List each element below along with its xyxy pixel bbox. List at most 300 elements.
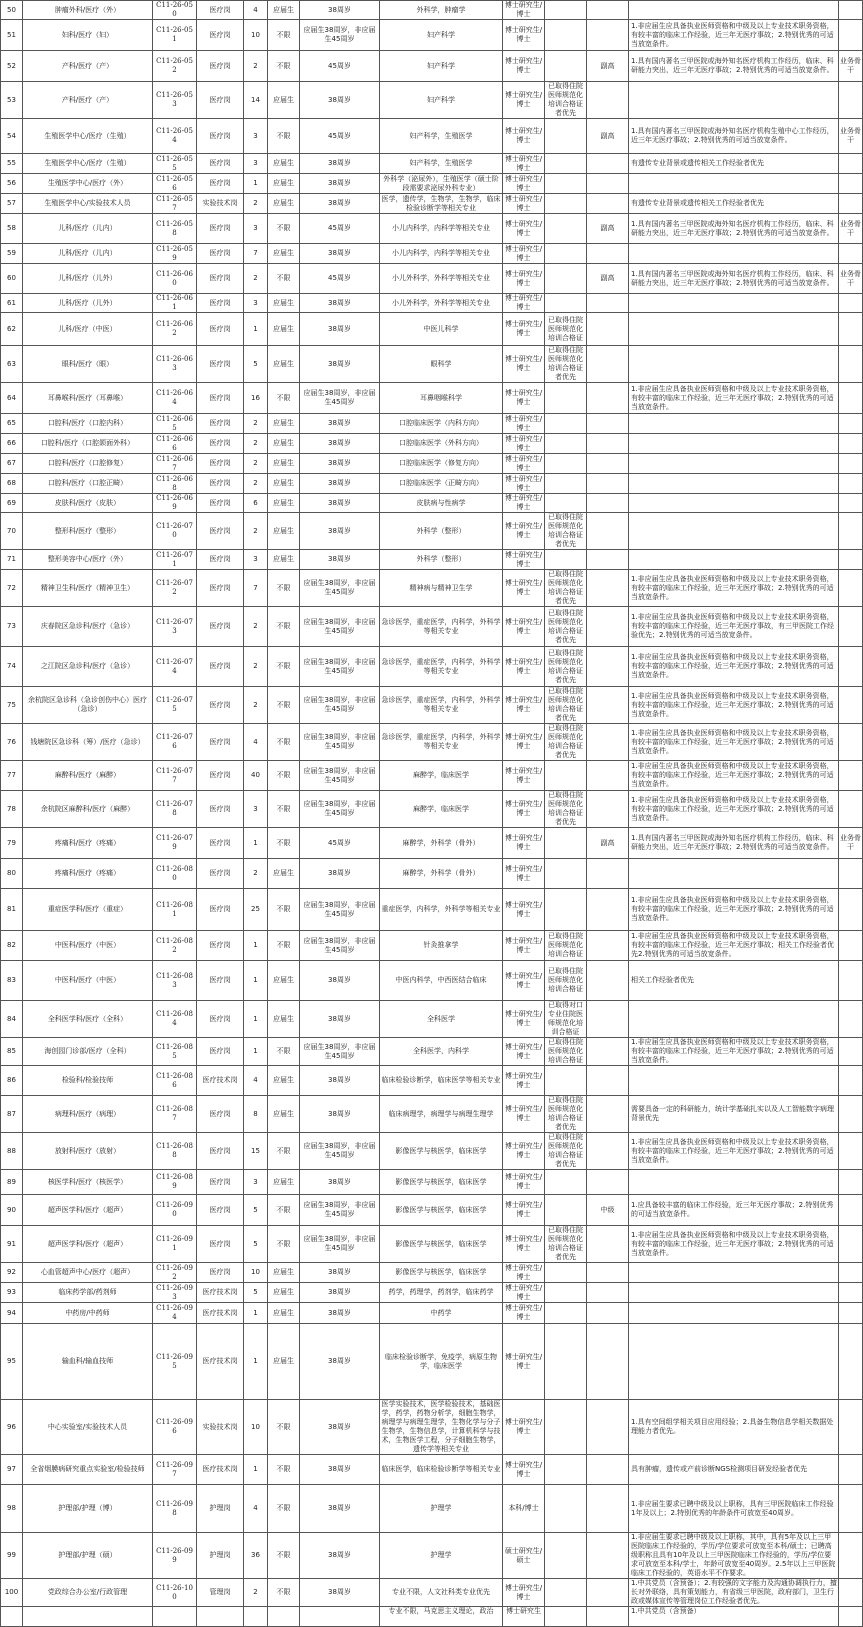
other-requirements-cell: 1.非应届生应具备执业医师资格和中级及以上专业技术职务资格，有较丰富的临床工作经验，近三年无医疗事故；2.特别优秀的可适当放宽条件。 bbox=[629, 889, 839, 931]
education-requirement-cell: 博士研究生/博士 bbox=[503, 931, 545, 961]
row-number-cell: 54 bbox=[1, 119, 23, 154]
candidate-source-cell: 不限 bbox=[268, 20, 300, 51]
headcount-cell: 10 bbox=[244, 1400, 268, 1455]
qualification-cell bbox=[545, 1455, 587, 1485]
department-position-cell: 儿科/医疗（儿内） bbox=[23, 214, 153, 244]
position-type-cell: 管理岗 bbox=[197, 1579, 244, 1607]
major-requirement-cell: 耳鼻咽喉科学 bbox=[380, 383, 503, 414]
other-requirements-cell bbox=[629, 434, 839, 454]
position-code-cell: C11-26-070 bbox=[153, 513, 197, 550]
headcount-cell: 1 bbox=[244, 1303, 268, 1324]
remark-cell bbox=[839, 494, 863, 513]
table-row bbox=[1, 82, 863, 119]
other-requirements-cell: 需要具备一定的科研能力，统计学基础扎实以及人工智能数字病理背景优先 bbox=[629, 1096, 839, 1133]
candidate-source-cell: 不限 bbox=[268, 607, 300, 647]
position-code-cell: C11-26-078 bbox=[153, 791, 197, 828]
position-code-cell: C11-26-057 bbox=[153, 194, 197, 214]
other-requirements-cell: 1.非应届生应具备执业医师资格和中级及以上专业技术职务资格，有较丰富的临床工作经验，近三年无医疗事故；2.特别优秀的可适当放宽条件。 bbox=[629, 724, 839, 761]
major-requirement-cell: 影像医学与核医学，临床医学 bbox=[380, 1170, 503, 1195]
remark-cell bbox=[839, 791, 863, 828]
professional-title-cell bbox=[587, 244, 629, 264]
headcount-cell: 7 bbox=[244, 570, 268, 607]
education-requirement-cell: 博士研究生/博士 bbox=[503, 889, 545, 931]
professional-title-cell bbox=[587, 1170, 629, 1195]
age-limit-cell: 38周岁 bbox=[300, 1533, 380, 1579]
department-position-cell: 海创园门诊部/医疗（全科） bbox=[23, 1038, 153, 1066]
position-code-cell: C11-26-052 bbox=[153, 51, 197, 82]
education-requirement-cell: 博士研究生/博士 bbox=[503, 313, 545, 346]
professional-title-cell bbox=[587, 931, 629, 961]
row-number-cell: 56 bbox=[1, 174, 23, 194]
other-requirements-cell: 1.非应届生应具备执业医师资格和中级及以上专业技术职务资格，有较丰富的临床工作经验，近三年无医疗事故；相关工作经验者优先2.特别优秀的可适当放宽条件。 bbox=[629, 931, 839, 961]
position-type-cell: 医疗岗 bbox=[197, 550, 244, 570]
table-row bbox=[1, 154, 863, 174]
age-limit-cell: 38周岁 bbox=[300, 1170, 380, 1195]
headcount-cell: 10 bbox=[244, 1263, 268, 1283]
table-row bbox=[1, 961, 863, 1001]
professional-title-cell bbox=[587, 494, 629, 513]
position-type-cell: 医疗岗 bbox=[197, 264, 244, 294]
other-requirements-cell: 1.非应届生应具备执业医师资格和中级及以上专业技术职务资格，有较丰富的临床工作经验，近三年无医疗事故；2.特别优秀的可适当放宽条件。 bbox=[629, 687, 839, 724]
other-requirements-cell bbox=[629, 454, 839, 474]
position-type-cell: 医疗岗 bbox=[197, 724, 244, 761]
department-position-cell: 之江院区急诊科/医疗（急诊） bbox=[23, 647, 153, 687]
department-position-cell: 党政综合办公室/行政管理 bbox=[23, 1579, 153, 1607]
professional-title-cell bbox=[587, 1607, 629, 1627]
major-requirement-cell: 外科学，肿瘤学 bbox=[380, 1, 503, 20]
qualification-cell bbox=[545, 1485, 587, 1533]
professional-title-cell bbox=[587, 570, 629, 607]
table-row bbox=[1, 1579, 863, 1607]
position-code-cell: C11-26-068 bbox=[153, 474, 197, 494]
major-requirement-cell: 口腔临床医学（外科方向） bbox=[380, 434, 503, 454]
remark-cell bbox=[839, 1324, 863, 1400]
row-number-cell: 86 bbox=[1, 1066, 23, 1096]
position-code-cell: C11-26-058 bbox=[153, 214, 197, 244]
age-limit-cell: 38周岁 bbox=[300, 294, 380, 313]
qualification-cell bbox=[545, 761, 587, 791]
headcount-cell bbox=[244, 1607, 268, 1627]
qualification-cell bbox=[545, 859, 587, 889]
candidate-source-cell: 不限 bbox=[268, 119, 300, 154]
table-row bbox=[1, 313, 863, 346]
other-requirements-cell bbox=[629, 1170, 839, 1195]
education-requirement-cell: 博士研究生/博士 bbox=[503, 513, 545, 550]
table-row bbox=[1, 647, 863, 687]
headcount-cell: 1 bbox=[244, 828, 268, 859]
remark-cell bbox=[839, 513, 863, 550]
remark-cell: 业务骨干 bbox=[839, 828, 863, 859]
row-number-cell: 55 bbox=[1, 154, 23, 174]
qualification-cell: 已取得住院医师规范化培训合格证者优先 bbox=[545, 647, 587, 687]
position-code-cell: C11-26-079 bbox=[153, 828, 197, 859]
candidate-source-cell: 应届生 bbox=[268, 294, 300, 313]
headcount-cell: 36 bbox=[244, 1533, 268, 1579]
other-requirements-cell: 1.应具备较丰富的临床工作经验，近三年无医疗事故；2.特别优秀的可适当放宽条件。 bbox=[629, 1195, 839, 1226]
professional-title-cell: 副高 bbox=[587, 119, 629, 154]
other-requirements-cell: 1.非应届生应具备执业医师资格和中级及以上专业技术职务资格，有较丰富的临床工作经验，近三年无医疗事故；2.特别优秀的可适当放宽条件。 bbox=[629, 1038, 839, 1066]
other-requirements-cell: 1.非应届生应具备执业医师资格和中级及以上专业技术职务资格，有较丰富的临床工作经验，近三年无医疗事故；2.特别优秀的可适当放宽条件。 bbox=[629, 761, 839, 791]
education-requirement-cell: 博士研究生/博士 bbox=[503, 1303, 545, 1324]
position-type-cell: 医疗岗 bbox=[197, 931, 244, 961]
table-row bbox=[1, 51, 863, 82]
age-limit-cell: 45周岁 bbox=[300, 119, 380, 154]
age-limit-cell: 38周岁 bbox=[300, 194, 380, 214]
position-code-cell: C11-26-081 bbox=[153, 889, 197, 931]
candidate-source-cell: 不限 bbox=[268, 889, 300, 931]
major-requirement-cell: 护理学 bbox=[380, 1533, 503, 1579]
qualification-cell bbox=[545, 1400, 587, 1455]
position-code-cell: C11-26-059 bbox=[153, 244, 197, 264]
headcount-cell: 3 bbox=[244, 294, 268, 313]
candidate-source-cell: 应届生 bbox=[268, 494, 300, 513]
qualification-cell: 已取得住院医师规范化培训合格证 bbox=[545, 931, 587, 961]
professional-title-cell bbox=[587, 383, 629, 414]
table-row bbox=[1, 1066, 863, 1096]
education-requirement-cell: 博士研究生/博士 bbox=[503, 607, 545, 647]
remark-cell bbox=[839, 1226, 863, 1263]
other-requirements-cell: 1.非应届生应具备执业医师资格和中级及以上专业技术职务资格，有较丰富的临床工作经验，近三年无医疗事故；2.特别优秀的可适当放宽条件。 bbox=[629, 383, 839, 414]
table-row bbox=[1, 791, 863, 828]
row-number-cell: 97 bbox=[1, 1455, 23, 1485]
row-number-cell: 61 bbox=[1, 294, 23, 313]
major-requirement-cell: 妇产科学，生殖医学 bbox=[380, 154, 503, 174]
row-number-cell: 52 bbox=[1, 51, 23, 82]
position-type-cell: 医疗岗 bbox=[197, 119, 244, 154]
position-type-cell: 护理岗 bbox=[197, 1533, 244, 1579]
department-position-cell: 口腔科/医疗（口腔颌面外科） bbox=[23, 434, 153, 454]
remark-cell bbox=[839, 1533, 863, 1579]
position-type-cell bbox=[197, 1607, 244, 1627]
age-limit-cell: 38周岁 bbox=[300, 1263, 380, 1283]
education-requirement-cell: 博士研究生/博士 bbox=[503, 1400, 545, 1455]
candidate-source-cell: 应届生 bbox=[268, 859, 300, 889]
row-number-cell: 51 bbox=[1, 20, 23, 51]
row-number-cell: 79 bbox=[1, 828, 23, 859]
position-code-cell: C11-26-062 bbox=[153, 313, 197, 346]
position-code-cell: C11-26-097 bbox=[153, 1455, 197, 1485]
other-requirements-cell bbox=[629, 174, 839, 194]
table-row bbox=[1, 454, 863, 474]
age-limit-cell: 38周岁 bbox=[300, 1485, 380, 1533]
education-requirement-cell: 博士研究生/博士 bbox=[503, 474, 545, 494]
row-number-cell: 68 bbox=[1, 474, 23, 494]
major-requirement-cell: 小儿内科学，内科学等相关专业 bbox=[380, 214, 503, 244]
row-number-cell: 65 bbox=[1, 414, 23, 434]
major-requirement-cell: 外科学（整形） bbox=[380, 513, 503, 550]
age-limit-cell: 应届生38周岁，非应届生45周岁 bbox=[300, 20, 380, 51]
department-position-cell: 口腔科/医疗（口腔修复） bbox=[23, 454, 153, 474]
table-row bbox=[1, 1303, 863, 1324]
position-type-cell: 医疗岗 bbox=[197, 434, 244, 454]
major-requirement-cell: 影像医学与核医学，临床医学 bbox=[380, 1263, 503, 1283]
row-number-cell: 98 bbox=[1, 1485, 23, 1533]
education-requirement-cell: 本科/博士 bbox=[503, 1485, 545, 1533]
qualification-cell bbox=[545, 1533, 587, 1579]
education-requirement-cell: 博士研究生/博士 bbox=[503, 1226, 545, 1263]
candidate-source-cell: 应届生 bbox=[268, 474, 300, 494]
remark-cell bbox=[839, 1, 863, 20]
other-requirements-cell bbox=[629, 82, 839, 119]
department-position-cell: 产科/医疗（产） bbox=[23, 82, 153, 119]
table-row bbox=[1, 1226, 863, 1263]
row-number-cell: 78 bbox=[1, 791, 23, 828]
major-requirement-cell: 针灸推拿学 bbox=[380, 931, 503, 961]
age-limit-cell: 应届生38周岁，非应届生45周岁 bbox=[300, 1133, 380, 1170]
remark-cell bbox=[839, 174, 863, 194]
department-position-cell: 精神卫生科/医疗（精神卫生） bbox=[23, 570, 153, 607]
position-code-cell: C11-26-073 bbox=[153, 607, 197, 647]
table-row bbox=[1, 570, 863, 607]
remark-cell bbox=[839, 761, 863, 791]
position-type-cell: 医疗岗 bbox=[197, 1, 244, 20]
department-position-cell: 病理科/医疗（病理） bbox=[23, 1096, 153, 1133]
row-number-cell: 88 bbox=[1, 1133, 23, 1170]
department-position-cell: 生殖医学中心/实验技术人员 bbox=[23, 194, 153, 214]
professional-title-cell bbox=[587, 194, 629, 214]
professional-title-cell bbox=[587, 607, 629, 647]
candidate-source-cell: 不限 bbox=[268, 1195, 300, 1226]
age-limit-cell: 应届生38周岁，非应届生45周岁 bbox=[300, 570, 380, 607]
row-number-cell: 96 bbox=[1, 1400, 23, 1455]
major-requirement-cell: 口腔临床医学（内科方向） bbox=[380, 414, 503, 434]
major-requirement-cell: 急诊医学，重症医学，内科学，外科学等相关专业 bbox=[380, 647, 503, 687]
other-requirements-cell: 1.非应届生应具备执业医师资格和中级及以上专业技术职务资格，有较丰富的临床工作经验，近三年无医疗事故；2.特别优秀的可适当放宽条件。 bbox=[629, 570, 839, 607]
headcount-cell: 2 bbox=[244, 454, 268, 474]
remark-cell bbox=[839, 647, 863, 687]
headcount-cell: 1 bbox=[244, 1455, 268, 1485]
position-type-cell: 医疗岗 bbox=[197, 51, 244, 82]
position-type-cell: 医疗技术岗 bbox=[197, 1066, 244, 1096]
row-number-cell: 91 bbox=[1, 1226, 23, 1263]
qualification-cell bbox=[545, 51, 587, 82]
education-requirement-cell: 博士研究生/博士 bbox=[503, 761, 545, 791]
headcount-cell: 1 bbox=[244, 313, 268, 346]
position-type-cell: 医疗岗 bbox=[197, 687, 244, 724]
department-position-cell: 中医科/医疗（中医） bbox=[23, 961, 153, 1001]
candidate-source-cell: 不限 bbox=[268, 1226, 300, 1263]
position-code-cell: C11-26-092 bbox=[153, 1263, 197, 1283]
candidate-source-cell: 应届生 bbox=[268, 1, 300, 20]
education-requirement-cell: 博士研究生/博士 bbox=[503, 1283, 545, 1303]
qualification-cell bbox=[545, 1170, 587, 1195]
professional-title-cell bbox=[587, 294, 629, 313]
age-limit-cell: 应届生38周岁，非应届生45周岁 bbox=[300, 761, 380, 791]
qualification-cell: 已取得住院医师规范化培训合格证 bbox=[545, 313, 587, 346]
qualification-cell: 已取得住院医师规范化培训合格证 bbox=[545, 1038, 587, 1066]
table-row bbox=[1, 244, 863, 264]
position-type-cell: 医疗岗 bbox=[197, 1226, 244, 1263]
department-position-cell: 口腔科/医疗（口腔内科） bbox=[23, 414, 153, 434]
position-type-cell: 医疗岗 bbox=[197, 346, 244, 383]
remark-cell bbox=[839, 474, 863, 494]
position-code-cell: C11-26-055 bbox=[153, 154, 197, 174]
professional-title-cell bbox=[587, 414, 629, 434]
remark-cell bbox=[839, 294, 863, 313]
headcount-cell: 3 bbox=[244, 1170, 268, 1195]
age-limit-cell: 45周岁 bbox=[300, 828, 380, 859]
major-requirement-cell: 护理学 bbox=[380, 1485, 503, 1533]
position-code-cell: C11-26-065 bbox=[153, 414, 197, 434]
professional-title-cell: 中级 bbox=[587, 1195, 629, 1226]
headcount-cell: 2 bbox=[244, 474, 268, 494]
table-row-partial bbox=[1, 1607, 863, 1627]
row-number-cell: 70 bbox=[1, 513, 23, 550]
department-position-cell: 钱塘院区急诊科（筹）/医疗（急诊） bbox=[23, 724, 153, 761]
headcount-cell: 5 bbox=[244, 1226, 268, 1263]
remark-cell bbox=[839, 1400, 863, 1455]
position-type-cell: 医疗岗 bbox=[197, 313, 244, 346]
row-number-cell: 100 bbox=[1, 1579, 23, 1607]
row-number-cell: 50 bbox=[1, 1, 23, 20]
position-code-cell: C11-26-093 bbox=[153, 1283, 197, 1303]
professional-title-cell bbox=[587, 1455, 629, 1485]
age-limit-cell: 38周岁 bbox=[300, 1001, 380, 1038]
major-requirement-cell: 急诊医学，重症医学，内科学，外科学等相关专业 bbox=[380, 724, 503, 761]
headcount-cell: 2 bbox=[244, 194, 268, 214]
position-type-cell: 医疗岗 bbox=[197, 214, 244, 244]
department-position-cell: 口腔科/医疗（口腔正畸） bbox=[23, 474, 153, 494]
row-number-cell: 87 bbox=[1, 1096, 23, 1133]
qualification-cell: 已取得住院医师规范化培训合格证者优先 bbox=[545, 791, 587, 828]
qualification-cell bbox=[545, 828, 587, 859]
other-requirements-cell: 1.具有空间组学相关项目应用经验；2.具备生物信息学相关数据处理能力者优先。 bbox=[629, 1400, 839, 1455]
candidate-source-cell: 应届生 bbox=[268, 1263, 300, 1283]
remark-cell bbox=[839, 244, 863, 264]
professional-title-cell bbox=[587, 1324, 629, 1400]
major-requirement-cell: 全科医学，内科学 bbox=[380, 1038, 503, 1066]
position-type-cell: 医疗岗 bbox=[197, 154, 244, 174]
headcount-cell: 1 bbox=[244, 931, 268, 961]
age-limit-cell: 38周岁 bbox=[300, 1, 380, 20]
row-number-cell: 60 bbox=[1, 264, 23, 294]
age-limit-cell: 应届生38周岁，非应届生45周岁 bbox=[300, 383, 380, 414]
position-code-cell: C11-26-066 bbox=[153, 434, 197, 454]
position-code-cell: C11-26-082 bbox=[153, 931, 197, 961]
education-requirement-cell: 博士研究生/博士 bbox=[503, 454, 545, 474]
education-requirement-cell: 博士研究生/博士 bbox=[503, 687, 545, 724]
position-type-cell: 医疗岗 bbox=[197, 607, 244, 647]
remark-cell bbox=[839, 724, 863, 761]
remark-cell bbox=[839, 194, 863, 214]
department-position-cell: 放射科/医疗（放射） bbox=[23, 1133, 153, 1170]
age-limit-cell: 38周岁 bbox=[300, 454, 380, 474]
department-position-cell: 麻醉科/医疗（麻醉） bbox=[23, 761, 153, 791]
other-requirements-cell: 1.非应届生要求已聘中级及以上职称，具有三甲医院临床工作经验1年及以上；2.特别优秀的年龄条件可放宽至40周岁。 bbox=[629, 1485, 839, 1533]
table-row bbox=[1, 859, 863, 889]
professional-title-cell: 副高 bbox=[587, 51, 629, 82]
education-requirement-cell: 博士研究生/博士 bbox=[503, 119, 545, 154]
department-position-cell: 中医科/医疗（中医） bbox=[23, 931, 153, 961]
major-requirement-cell: 急诊医学，重症医学，内科学，外科学等相关专业 bbox=[380, 687, 503, 724]
candidate-source-cell: 不限 bbox=[268, 1533, 300, 1579]
education-requirement-cell: 博士研究生/博士 bbox=[503, 859, 545, 889]
professional-title-cell bbox=[587, 1533, 629, 1579]
other-requirements-cell bbox=[629, 859, 839, 889]
professional-title-cell bbox=[587, 687, 629, 724]
major-requirement-cell: 中医儿科学 bbox=[380, 313, 503, 346]
professional-title-cell bbox=[587, 313, 629, 346]
qualification-cell: 已取得住院医师规范化培训合格证 bbox=[545, 961, 587, 1001]
position-code-cell: C11-26-053 bbox=[153, 82, 197, 119]
professional-title-cell bbox=[587, 889, 629, 931]
age-limit-cell: 应届生38周岁，非应届生45周岁 bbox=[300, 1226, 380, 1263]
remark-cell bbox=[839, 1038, 863, 1066]
headcount-cell: 40 bbox=[244, 761, 268, 791]
position-code-cell: C11-26-064 bbox=[153, 383, 197, 414]
position-code-cell: C11-26-072 bbox=[153, 570, 197, 607]
table-row bbox=[1, 607, 863, 647]
major-requirement-cell: 专业不限，人文社科类专业优先 bbox=[380, 1579, 503, 1607]
candidate-source-cell: 不限 bbox=[268, 1455, 300, 1485]
remark-cell bbox=[839, 1303, 863, 1324]
position-code-cell: C11-26-087 bbox=[153, 1096, 197, 1133]
position-type-cell: 护理岗 bbox=[197, 1485, 244, 1533]
headcount-cell: 7 bbox=[244, 244, 268, 264]
position-code-cell: C11-26-075 bbox=[153, 687, 197, 724]
age-limit-cell: 45周岁 bbox=[300, 264, 380, 294]
table-row bbox=[1, 687, 863, 724]
remark-cell bbox=[839, 1170, 863, 1195]
education-requirement-cell: 博士研究生/博士 bbox=[503, 494, 545, 513]
major-requirement-cell: 临床病理学，病理学与病理生理学 bbox=[380, 1096, 503, 1133]
position-type-cell: 医疗岗 bbox=[197, 791, 244, 828]
qualification-cell: 已取得住院医师规范化培训合格证者优先 bbox=[545, 346, 587, 383]
major-requirement-cell: 妇产科学 bbox=[380, 51, 503, 82]
position-code-cell: C11-26-054 bbox=[153, 119, 197, 154]
age-limit-cell: 38周岁 bbox=[300, 244, 380, 264]
headcount-cell: 4 bbox=[244, 1, 268, 20]
position-code-cell: C11-26-094 bbox=[153, 1303, 197, 1324]
professional-title-cell: 副高 bbox=[587, 214, 629, 244]
education-requirement-cell: 博士研究生/博士 bbox=[503, 1038, 545, 1066]
education-requirement-cell: 博士研究生/博士 bbox=[503, 647, 545, 687]
headcount-cell: 15 bbox=[244, 1133, 268, 1170]
position-type-cell: 医疗岗 bbox=[197, 474, 244, 494]
other-requirements-cell bbox=[629, 494, 839, 513]
major-requirement-cell: 麻醉学，临床医学 bbox=[380, 761, 503, 791]
table-row bbox=[1, 1038, 863, 1066]
age-limit-cell: 38周岁 bbox=[300, 1096, 380, 1133]
row-number-cell: 85 bbox=[1, 1038, 23, 1066]
major-requirement-cell: 麻醉学，外科学（骨外） bbox=[380, 859, 503, 889]
major-requirement-cell: 影像医学与核医学，临床医学 bbox=[380, 1195, 503, 1226]
table-row bbox=[1, 346, 863, 383]
age-limit-cell: 应届生38周岁，非应届生45周岁 bbox=[300, 791, 380, 828]
remark-cell bbox=[839, 20, 863, 51]
age-limit-cell: 45周岁 bbox=[300, 51, 380, 82]
age-limit-cell: 应届生38周岁，非应届生45周岁 bbox=[300, 889, 380, 931]
major-requirement-cell: 医学，遗传学，生物学，生物学，临床检验诊断学等相关专业 bbox=[381, 194, 501, 212]
department-position-cell: 肿瘤外科/医疗（外） bbox=[23, 1, 153, 20]
candidate-source-cell: 不限 bbox=[268, 828, 300, 859]
position-type-cell: 医疗岗 bbox=[197, 294, 244, 313]
other-requirements-cell: 1.具有国内著名三甲医院或海外知名医疗机构生殖中心工作经历，近三年无医疗事故；2.特别优秀的可适当放宽条件。 bbox=[629, 119, 839, 154]
qualification-cell bbox=[545, 119, 587, 154]
department-position-cell: 庆春院区急诊科/医疗（急诊） bbox=[23, 607, 153, 647]
position-type-cell: 医疗岗 bbox=[197, 1096, 244, 1133]
age-limit-cell: 38周岁 bbox=[300, 154, 380, 174]
education-requirement-cell: 博士研究生/博士 bbox=[503, 1263, 545, 1283]
row-number-cell: 66 bbox=[1, 434, 23, 454]
education-requirement-cell: 博士研究生 bbox=[503, 1607, 545, 1627]
headcount-cell: 5 bbox=[244, 1195, 268, 1226]
qualification-cell bbox=[545, 20, 587, 51]
candidate-source-cell: 不限 bbox=[268, 383, 300, 414]
other-requirements-cell bbox=[629, 414, 839, 434]
candidate-source-cell: 应届生 bbox=[268, 1303, 300, 1324]
major-requirement-cell: 外科学（整形） bbox=[380, 550, 503, 570]
